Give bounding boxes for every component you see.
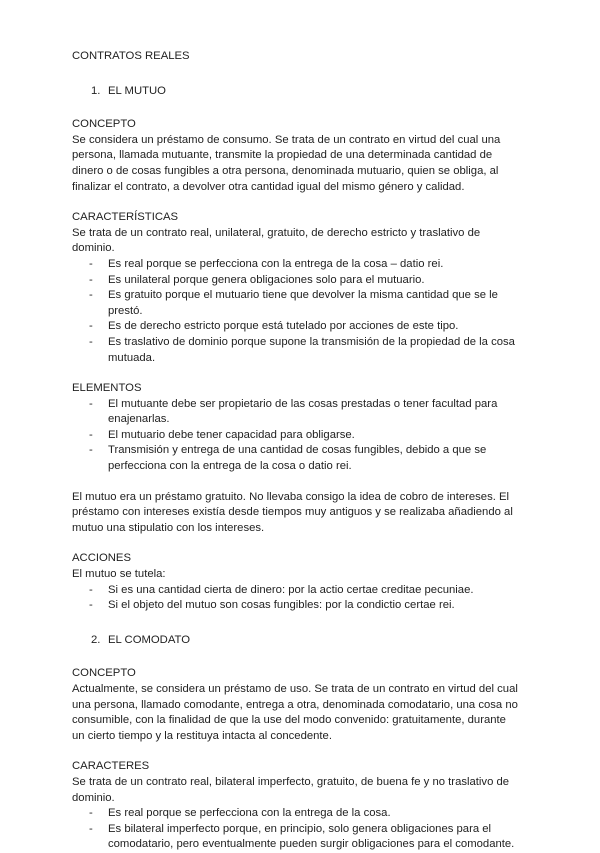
list-item-text: Si es una cantidad cierta de dinero: por la actio certae creditae pecuniae. (108, 583, 474, 596)
dash-bullet: - (89, 257, 93, 270)
section-heading-mutuo (91, 84, 520, 100)
subheading-concepto: CONCEPTO (72, 667, 136, 680)
list-item (72, 335, 520, 366)
dash-bullet: - (89, 807, 93, 820)
list-item (72, 598, 520, 614)
list-caracteres (72, 806, 520, 853)
list-item (72, 822, 520, 853)
list-elementos (72, 397, 520, 475)
section-title: EL MUTUO (108, 84, 166, 97)
list-item-text: Es bilateral imperfecto porque, en principio, solo genera obligaciones para el comodatario, pero eventualmente pueden surgir obligaciones para el comodante. (108, 822, 515, 851)
dash-bullet: - (89, 599, 93, 612)
list-item-text: Es real porque se perfecciona con la entrega de la cosa. (108, 807, 391, 820)
document-page (72, 49, 520, 853)
section-number: 2. (91, 633, 101, 646)
dash-bullet: - (89, 335, 93, 348)
list-item-text: Es traslativo de dominio porque supone la transmisión de la propiedad de la cosa mutuada. (108, 335, 515, 364)
list-item (72, 443, 520, 474)
dash-bullet: - (89, 397, 93, 410)
section-title: EL COMODATO (108, 633, 191, 646)
subheading-caracteristicas: CARACTERÍSTICAS (72, 211, 179, 224)
paragraph-caracteres-intro: Se trata de un contrato real, bilateral imperfecto, gratuito, de buena fe y no traslativo de dominio. (72, 775, 510, 804)
subheading-acciones: ACCIONES (72, 552, 132, 565)
subheading-concepto: CONCEPTO (72, 118, 136, 131)
list-item (72, 806, 520, 822)
list-item-text: Es gratuito porque el mutuario tiene que devolver la misma cantidad que se le prestó. (108, 289, 498, 317)
paragraph-nota-intereses: El mutuo era un préstamo gratuito. No llevaba consigo la idea de cobro de intereses. El préstamo con intereses existía desde tiempos muy antiguos y se realizaba añadiendo al mutuo una stipulatio con los intereses. (72, 490, 513, 534)
dash-bullet: - (89, 289, 93, 302)
dash-bullet: - (89, 428, 93, 441)
subheading-caracteres: CARACTERES (72, 760, 150, 773)
document-title: CONTRATOS REALES (72, 50, 190, 62)
list-item (72, 257, 520, 273)
list-item (72, 397, 520, 428)
list-item-text: Transmisión y entrega de una cantidad de cosas fungibles, debido a que se perfecciona con la entrega de la cosa o datio rei. (108, 444, 487, 473)
list-item-text: Es real porque se perfecciona con la entrega de la cosa – datio rei. (108, 257, 444, 270)
list-item-text: Es de derecho estricto porque está tutelado por acciones de este tipo. (108, 320, 459, 333)
dash-bullet: - (89, 444, 93, 457)
list-item-text: El mutuario debe tener capacidad para obligarse. (108, 428, 355, 441)
dash-bullet: - (89, 320, 93, 333)
list-item (72, 583, 520, 599)
list-item (72, 319, 520, 335)
list-item (72, 273, 520, 289)
dash-bullet: - (89, 273, 93, 286)
list-item (72, 288, 520, 319)
list-item-text: El mutuante debe ser propietario de las cosas prestadas o tener facultad para enajenarlas. (108, 397, 498, 426)
list-item-text: Si el objeto del mutuo son cosas fungibles: por la condictio certae rei. (108, 599, 455, 612)
paragraph-caracteristicas-intro: Se trata de un contrato real, unilateral, gratuito, de derecho estricto y traslativo de dominio. (72, 226, 481, 255)
list-acciones (72, 583, 520, 614)
subheading-elementos: ELEMENTOS (72, 382, 142, 395)
dash-bullet: - (89, 583, 93, 596)
paragraph-concepto-mutuo: Se considera un préstamo de consumo. Se trata de un contrato en virtud del cual una persona, llamada mutuante, transmite la propiedad de una determinada cantidad de dinero o de cosas fungibles a otra persona, denominada mutuario, quien se obliga, al finalizar el contrato, a devolver otra cantidad igual del mismo género y calidad. (72, 133, 501, 193)
list-caracteristicas (72, 257, 520, 366)
list-item (72, 428, 520, 444)
paragraph-concepto-comodato: Actualmente, se considera un préstamo de uso. Se trata de un contrato en virtud del cual una persona, llamado comodante, entrega a otra, denominada comodatario, una cosa no consumible, con la finalidad de que la use del modo convenido: gratuitamente, durante un cierto tiempo y la restituya intacta al concedente. (72, 683, 518, 742)
dash-bullet: - (89, 822, 93, 835)
section-heading-comodato (91, 633, 520, 649)
paragraph-acciones-intro: El mutuo se tutela: (72, 568, 166, 581)
section-number: 1. (91, 84, 101, 97)
list-item-text: Es unilateral porque genera obligaciones solo para el mutuario. (108, 273, 425, 286)
